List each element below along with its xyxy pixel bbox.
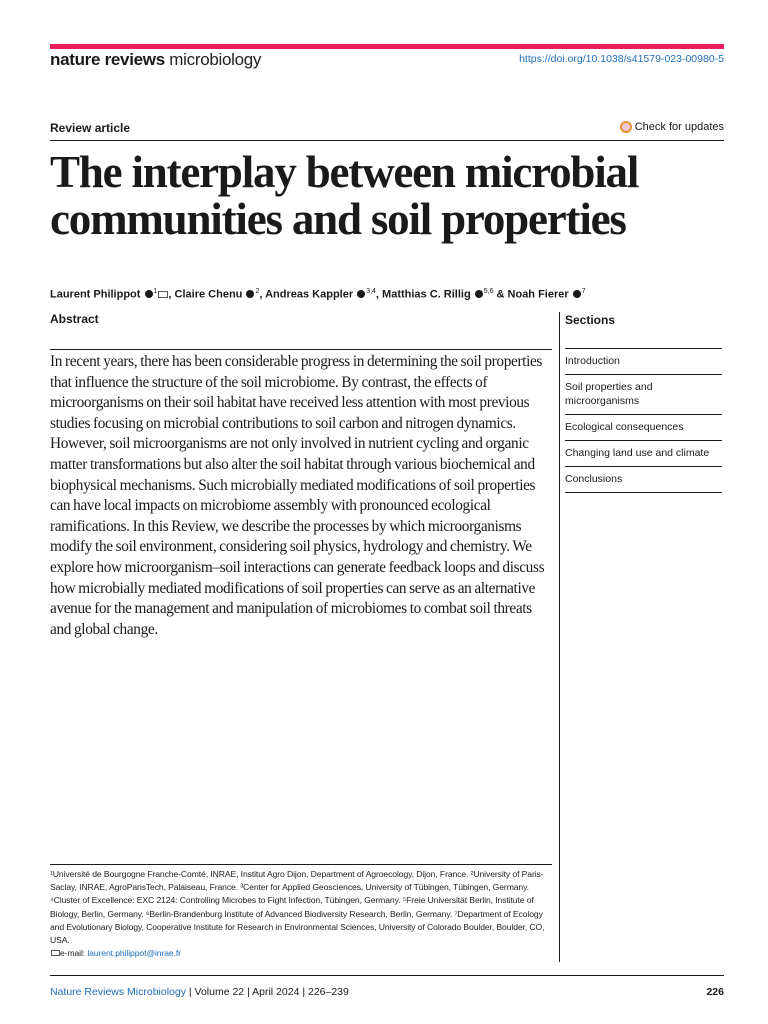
footer-citation <box>50 986 349 998</box>
section-link-conclusions[interactable]: Conclusions <box>565 466 722 493</box>
author-name[interactable]: Noah Fierer <box>507 288 569 301</box>
column-divider <box>559 312 560 962</box>
header-divider <box>50 140 724 141</box>
journal-logo <box>50 50 261 70</box>
section-link-introduction[interactable]: Introduction <box>565 348 722 374</box>
abstract-divider <box>50 349 552 350</box>
author-affiliation: 5,6 <box>483 288 494 295</box>
page-number: 226 <box>706 986 724 998</box>
abstract-text: In recent years, there has been considerable progress in determining the soil properties that influence the structure of the soil microbiome. By contrast, the effects of microorganisms on their soil habitat have received less attention with most previous studies focusing on microbial contributions to soil carbon and nitrogen dynamics. However, soil microorganisms are not only involved in nutrient cycling and organic matter transformations but also alter the soil habitat through various biochemical and biophysical mechanisms. Such microbially mediated modifications of soil properties can have local impacts on microbiome assembly with pronounced ecological ramifications. In this Review, we describe the processes by which microorganisms modify the soil environment, considering soil physics, hydrology and chemistry. We explore how microorganism–soil interactions can generate feedback loops and discuss how microbially mediated modifications of soil properties can serve as an alternative avenue for the management and manipulation of microbiomes to combat soil threats and global change. <box>50 353 545 638</box>
footer-journal-link[interactable]: Nature Reviews Microbiology <box>50 986 186 998</box>
author-affiliation: 3,4 <box>366 288 376 295</box>
article-title: The interplay between microbial communities and soil properties <box>50 147 639 244</box>
author-name[interactable]: Claire Chenu <box>174 288 243 301</box>
email-icon[interactable] <box>158 291 168 298</box>
section-link-changing-land-use[interactable]: Changing land use and climate <box>565 440 722 466</box>
journal-name-bold: nature reviews <box>50 50 165 69</box>
orcid-icon[interactable] <box>475 290 483 298</box>
email-label: e-mail: <box>60 948 88 959</box>
check-for-updates-label: Check for updates <box>634 121 724 133</box>
author-affiliation: 2 <box>255 288 260 295</box>
header-accent-bar <box>50 44 724 49</box>
separator: & <box>493 288 508 301</box>
affiliations-text: ¹Université de Bourgogne Franche-Comté, INRAE, Institut Agro Dijon, Department of Agroecology, Dijon, France. ²University of Paris-Saclay, INRAE, AgroParisTech, Palaiseau, France. ³Center for Applied Geosciences, University of Tübingen, Tübingen, Germany. ⁴Cluster of Excellence: EXC 2124: Controlling Microbes to Fight Infection, Tübingen, Germany. ⁵Freie Universität Berlin, Institute of Biology, Berlin, Germany. ⁶Berlin-Brandenburg Institute of Advanced Biodiversity Research, Berlin, Germany. ⁷Department of Ecology and Evolutionary Biology, Cooperative Institute for Research in Environmental Sciences, University of Colorado Boulder, Boulder, CO, USA. <box>50 869 545 946</box>
affiliations <box>50 868 552 960</box>
footer-divider <box>50 975 724 976</box>
separator: , <box>168 288 175 301</box>
orcid-icon[interactable] <box>357 290 365 298</box>
email-icon <box>51 950 60 956</box>
author-name[interactable]: Laurent Philippot <box>50 288 141 301</box>
affiliations-divider <box>50 864 552 865</box>
article-type: Review article <box>50 121 131 135</box>
author-name[interactable]: Andreas Kappler <box>265 288 354 301</box>
sections-heading: Sections <box>565 313 616 327</box>
abstract-heading: Abstract <box>50 312 99 326</box>
crossmark-icon <box>620 121 632 133</box>
separator: , <box>375 288 383 301</box>
sections-list <box>565 348 722 493</box>
journal-name-light: microbiology <box>169 50 262 69</box>
orcid-icon[interactable] <box>573 290 581 298</box>
corresponding-email-link[interactable]: laurent.philippot@inrae.fr <box>87 948 181 959</box>
author-list <box>50 288 586 301</box>
author-affiliation: 7 <box>581 288 586 295</box>
section-link-soil-properties[interactable]: Soil properties and microorganisms <box>565 374 722 414</box>
orcid-icon[interactable] <box>145 290 153 298</box>
orcid-icon[interactable] <box>246 290 254 298</box>
section-link-ecological-consequences[interactable]: Ecological consequences <box>565 414 722 440</box>
separator: , <box>259 288 266 301</box>
footer-details: | Volume 22 | April 2024 | 226–239 <box>185 986 349 998</box>
author-name[interactable]: Matthias C. Rillig <box>382 288 471 301</box>
author-affiliation: 1 <box>153 288 158 295</box>
doi-link[interactable]: https://doi.org/10.1038/s41579-023-00980-5 <box>519 53 724 65</box>
check-for-updates-button[interactable] <box>620 121 724 133</box>
